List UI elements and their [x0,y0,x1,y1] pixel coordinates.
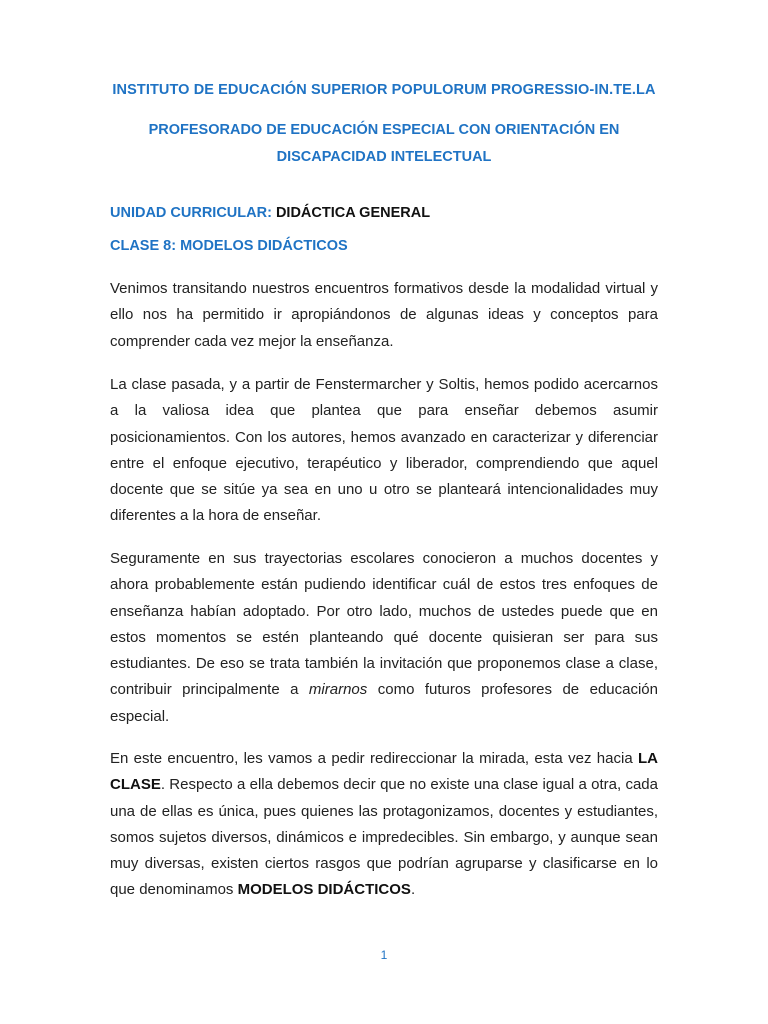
page-number: 1 [380,948,388,962]
paragraph-2: La clase pasada, y a partir de Fenstermarcher y Soltis, hemos podido acercarnos a la valiosa idea que plantea que para enseñar debemos asumir posicionamientos. Con los autores, hemos avanzado en caracterizar y diferenciar entre el enfoque ejecutivo, terapéutico y liberador, comprendiendo que aquel docente que se sitúe ya sea en uno u otro se planteará intencionalidades muy diferentes a la hora de enseñar. [110,376,658,525]
paragraph-3-italic-mirarnos: mirarnos [308,681,368,699]
paragraph-3-text-end: como futuros profesores de educación especial. [110,681,658,725]
paragraph-3-text-start: Seguramente en sus trayectorias escolares conocieron a muchos docentes y ahora probablemente están pudiendo identificar cuál de estos tres enfoques de enseñanza habían adoptado. Por otro lado, muchos de ustedes puede que en estos momentos se estén planteando qué docente quisieran ser para sus estudiantes. De eso se trata también la invitación que proponemos clase a clase, contribuir principalmente a [110,550,658,699]
paragraph-4-bold-la-clase: LA CLASE [110,750,658,794]
paragraph-4-text-start: En este encuentro, les vamos a pedir redireccionar la mirada, esta vez hacia [110,750,638,767]
curricular-unit-label: UNIDAD CURRICULAR: [110,205,272,221]
program-title: PROFESORADO DE EDUCACIÓN ESPECIAL CON ORIENTACIÓN EN DISCAPACIDAD INTELECTUAL [148,122,620,165]
institute-title: INSTITUTO DE EDUCACIÓN SUPERIOR POPULORUM PROGRESSIO-IN.TE.LA [112,82,656,98]
paragraph-4-bold-modelos: MODELOS DIDÁCTICOS [237,881,411,899]
paragraph-4-text-end: . [410,881,416,899]
class-title: CLASE 8: MODELOS DIDÁCTICOS [110,238,348,254]
paragraph-3 [110,546,658,730]
paragraph-4 [110,746,658,904]
paragraph-4-text-middle: . Respecto a ella debemos decir que no existe una clase igual a otra, cada una de ellas es única, pues quienes las protagonizamos, docentes y estudiantes, somos sujetos diversos, dinámicos e impredecibles. Sin embargo, y aunque sean muy diversas, existen ciertos rasgos que podrían agruparse y clasificarse en lo que denominamos [110,776,658,899]
paragraph-1: Venimos transitando nuestros encuentros formativos desde la modalidad virtual y ello nos ha permitido ir apropiándonos de algunas ideas y conceptos para comprender cada vez mejor la enseñanza. [110,280,658,350]
curricular-unit-value: DIDÁCTICA GENERAL [275,205,431,221]
curricular-unit-line [110,205,430,221]
